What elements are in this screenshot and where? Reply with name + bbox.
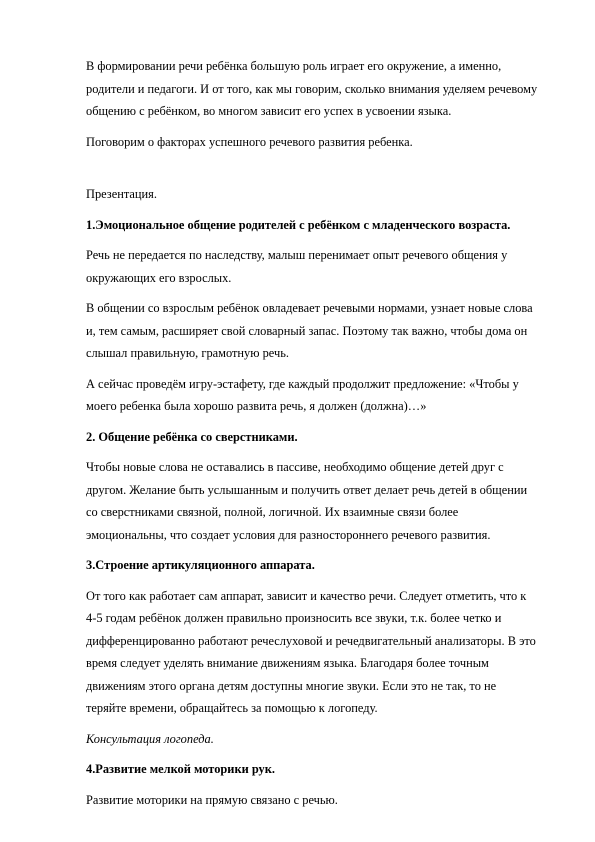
paragraph-1c: А сейчас проведём игру-эстафету, где каждый продолжит предложение: «Чтобы у моего ребенка была хорошо развита речь, я должен (должна)…» (86, 376, 519, 413)
factors-paragraph: Поговорим о факторах успешного речевого развития ребенка. (86, 134, 413, 149)
heading-1: 1.Эмоциональное общение родителей с ребёнком с младенческого возраста. (86, 217, 511, 232)
heading-3: 3.Строение артикуляционного аппарата. (86, 558, 315, 572)
consultation-note: Консультация логопеда. (86, 731, 214, 746)
heading-2: 2. Общение ребёнка со сверстниками. (86, 429, 298, 444)
intro-paragraph: В формировании речи ребёнка большую роль играет его окружение, а именно, родители и педагоги. И от того, как мы говорим, сколько внимания уделяем речевому общению с ребёнком, во многом зависит его успех в усвоении языка. (86, 59, 538, 118)
presentation-label: Презентация. (86, 187, 157, 201)
paragraph-1a: Речь не передается по наследству, малыш перенимает опыт речевого общения у окружающих его взрослых. (86, 248, 508, 285)
heading-4: 4.Развитие мелкой моторики рук. (86, 762, 275, 776)
paragraph-4: Развитие моторики на прямую связано с речью. (86, 792, 338, 807)
paragraph-3: От того как работает сам аппарат, зависит и качество речи. Следует отметить, что к 4-5 годам ребёнок должен правильно произносить все звуки, т.к. более четко и дифференцированно работают речеслуховой и речедвигательный анализаторы. В это время следует уделять внимание движениям языка. Благодаря более точным движениям этого органа детям доступны многие звуки. Если это не так, то не теряйте времени, обращайтесь за помощью к логопеду. (86, 588, 536, 715)
paragraph-1b: В общении со взрослым ребёнок овладевает речевыми нормами, узнает новые слова и, тем самым, расширяет свой словарный запас. Поэтому так важно, чтобы дома он слышал правильную, грамотную речь. (86, 301, 533, 360)
paragraph-2: Чтобы новые слова не оставались в пассиве, необходимо общение детей друг с другом. Желание быть услышанным и получить ответ делает речь детей в общении со сверстниками связной, полной, логичной. Их взаимные связи более эмоциональны, что создает условия для разностороннего речевого развития. (86, 460, 528, 542)
